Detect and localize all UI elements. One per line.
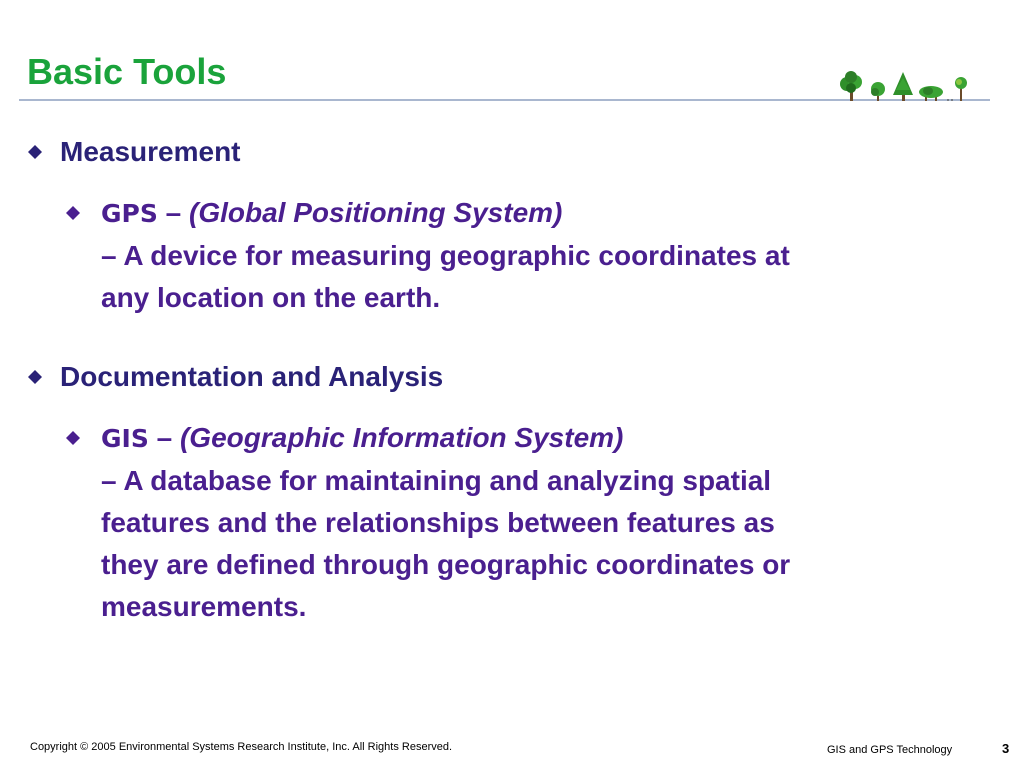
section-heading: Documentation and Analysis xyxy=(60,361,444,392)
diamond-bullet-icon xyxy=(66,206,80,220)
footer-course-title: GIS and GPS Technology xyxy=(827,744,953,756)
term-dash: – xyxy=(148,422,180,453)
description-line: – A database for maintaining and analyzing spatial xyxy=(101,465,772,496)
term-gps: GPS xyxy=(101,199,158,228)
description-line: any location on the earth. xyxy=(101,282,441,313)
term-full-name: (Geographic Information System) xyxy=(179,422,624,453)
term-dash: – xyxy=(157,197,189,228)
diamond-bullet-icon xyxy=(66,431,80,445)
slide-title: Basic Tools xyxy=(27,51,227,92)
footer-copyright: Copyright © 2005 Environmental Systems Research Institute, Inc. All Rights Reserved. xyxy=(30,741,453,753)
description-line: they are defined through geographic coordinates or xyxy=(101,549,791,580)
term-full-name: (Global Positioning System) xyxy=(189,197,563,228)
term-gis: GIS xyxy=(101,424,149,453)
description-line: measurements. xyxy=(101,591,307,622)
description-line: features and the relationships between features as xyxy=(101,507,775,538)
diamond-bullet-icon xyxy=(28,370,42,384)
description-line: – A device for measuring geographic coordinates at xyxy=(101,240,790,271)
section-heading: Measurement xyxy=(60,136,241,167)
tree-cluster-icon xyxy=(838,70,973,102)
page-number: 3 xyxy=(1002,741,1010,756)
diamond-bullet-icon xyxy=(28,145,42,159)
